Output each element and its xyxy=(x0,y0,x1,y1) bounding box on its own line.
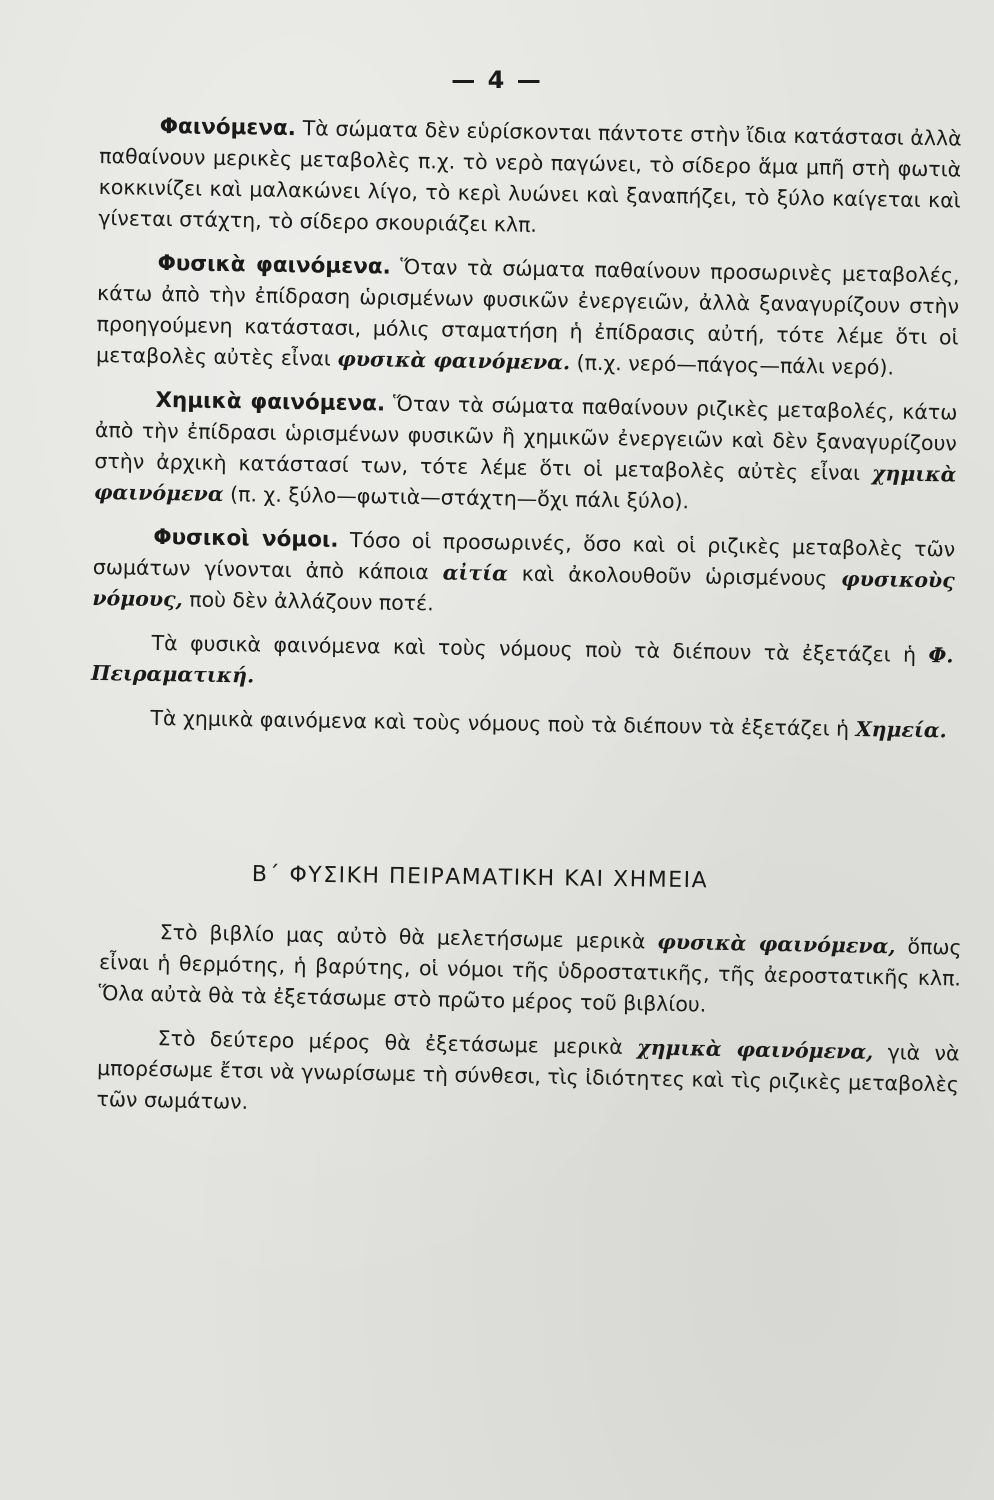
paragraph-text: Τὰ σώματα δὲν εὑρίσκονται πάντοτε στὴν ἴδια κατάστασι ἀλλὰ παθαίνουν μερικὲς μεταβολὲς π.χ. τὸ νερὸ παγώνει, τὸ σίδερο ἅμα μπῆ στὴ φωτιὰ κοκκινίζει καὶ μαλακώνει λίγο, τὸ κερὶ λυώνει καὶ ξαναπήζει, τὸ ξύλο καίγεται καὶ γίνεται στάχτη, τὸ σίδερο σκουριάζει κλπ. xyxy=(98,116,962,237)
paragraph-book-part-one xyxy=(98,916,962,1026)
paragraph-text: καὶ ἀκολουθοῦν ὡρισμένους xyxy=(507,561,842,591)
heading-physical-phenomena: Φυσικὰ φαινόμενα. xyxy=(157,250,391,280)
emphasis-text: χημικὰ φαινόμενα, xyxy=(636,1035,874,1064)
emphasis-text: χημικὰ φαινόμενα xyxy=(93,461,957,506)
section-body xyxy=(96,916,962,1145)
emphasis-text: φυσικὰ φαινόμενα. xyxy=(337,346,571,375)
paragraph-text: Ὅταν τὰ σώματα παθαίνουν ριζικὲς μεταβολές, κάτω ἀπὸ τὴν ἐπίδρασι ὡρισμένων φυσικῶν ἢ χημικῶν ἐνεργειῶν καὶ δὲν ξαναγυρίζουν στὴν ἀρχικὴ κατάστασί των, τότε λέμε ὅτι οἱ μεταβολὲς αὐτὲς εἶναι xyxy=(94,391,958,486)
emphasis-text: Χημεία. xyxy=(855,716,947,743)
heading-phenomena: Φαινόμενα. xyxy=(159,113,297,142)
paragraph-book-part-two xyxy=(96,1022,960,1132)
paragraph-text: Τὰ χημικὰ φαινόμενα καὶ τοὺς νόμους ποὺ τὰ διέπουν τὰ ἐξετάζει ἡ xyxy=(150,705,856,741)
paragraph-physical-phenomena xyxy=(96,247,960,385)
paragraph-text: ποὺ δὲν ἀλλάζουν ποτέ. xyxy=(182,587,434,616)
paragraph-text: Ὅταν τὰ σώματα παθαίνουν προσωρινὲς μεταβολές, κάτω ἀπὸ τὴν ἐπίδραση ὡρισμένων φυσικῶν ἐνεργειῶν, ἀλλὰ ξαναγυρίζουν στὴν προηγούμενη κατάστασι, μόλις σταματήση ἡ ἐπίδρασις αὐτή, τότε λέμε ὅτι οἱ μεταβολὲς αὐτὲς εἶναι xyxy=(95,254,960,371)
page-number: — 4 — xyxy=(451,66,543,94)
heading-chemical-phenomena: Χημικὰ φαινόμενα. xyxy=(155,387,386,417)
emphasis-text: φυσικοὺς νόμους, xyxy=(92,566,955,612)
paragraph-text: Τὰ φυσικὰ φαινόμενα καὶ τοὺς νόμους ποὺ τὰ διέπουν τὰ ἐξετάζει ἡ xyxy=(151,630,929,668)
emphasis-text: φυσικὰ φαινόμενα, xyxy=(657,929,896,959)
paragraph-text: Τόσο οἱ προσωρινές, ὅσο καὶ οἱ ριζικὲς μεταβολὲς τῶν σωμάτων γίνονται ἀπὸ κάποια xyxy=(92,527,956,585)
paragraph-chemistry xyxy=(90,702,952,747)
paragraph-experimental-physics xyxy=(91,627,954,703)
paragraph-phenomena xyxy=(98,110,962,248)
section-title: Β΄ ΦΥΣΙΚΗ ΠΕΙΡΑΜΑΤΙΚΗ ΚΑΙ ΧΗΜΕΙΑ xyxy=(251,862,709,894)
emphasis-text: αἰτία xyxy=(442,560,509,586)
paragraph-text: ὅπως εἶναι ἡ θερμότης, ἡ βαρύτης, οἱ νόμοι τῆς ὑδροστατικῆς, τῆς ἀεροστατικῆς κλπ. Ὅλα αὐτὰ θὰ τὰ ἐξετάσωμε στὸ πρῶτο μέρος τοῦ βιβλίου. xyxy=(98,934,962,1017)
paragraph-text: (π.χ. νερό—πάγος—πάλι νερό). xyxy=(569,350,895,380)
paragraph-text: (π. χ. ξύλο—φωτιὰ—στάχτη—ὄχι πάλι ξύλο). xyxy=(223,481,690,514)
paragraph-physical-laws xyxy=(92,521,955,628)
paragraph-text: Στὸ βιβλίο μας αὐτὸ θὰ μελετήσωμε μερικὰ xyxy=(159,920,658,954)
paragraph-text: Στὸ δεύτερο μέρος θὰ ἐξετάσωμε μερικὰ xyxy=(157,1026,638,1060)
emphasis-text: Φ. Πειραματική. xyxy=(90,643,954,688)
paragraph-chemical-phenomena xyxy=(94,384,958,522)
definitions-section xyxy=(90,110,962,759)
paragraph-text: γιὰ νὰ μπορέσωμε ἔτσι νὰ γνωρίσωμε τὴ σύνθεσι, τὶς ἰδιότητες καὶ τὶς ριζικὲς μεταβολὲς τῶν σωμάτων. xyxy=(96,1039,960,1114)
heading-physical-laws: Φυσικοὶ νόμοι. xyxy=(153,524,339,553)
